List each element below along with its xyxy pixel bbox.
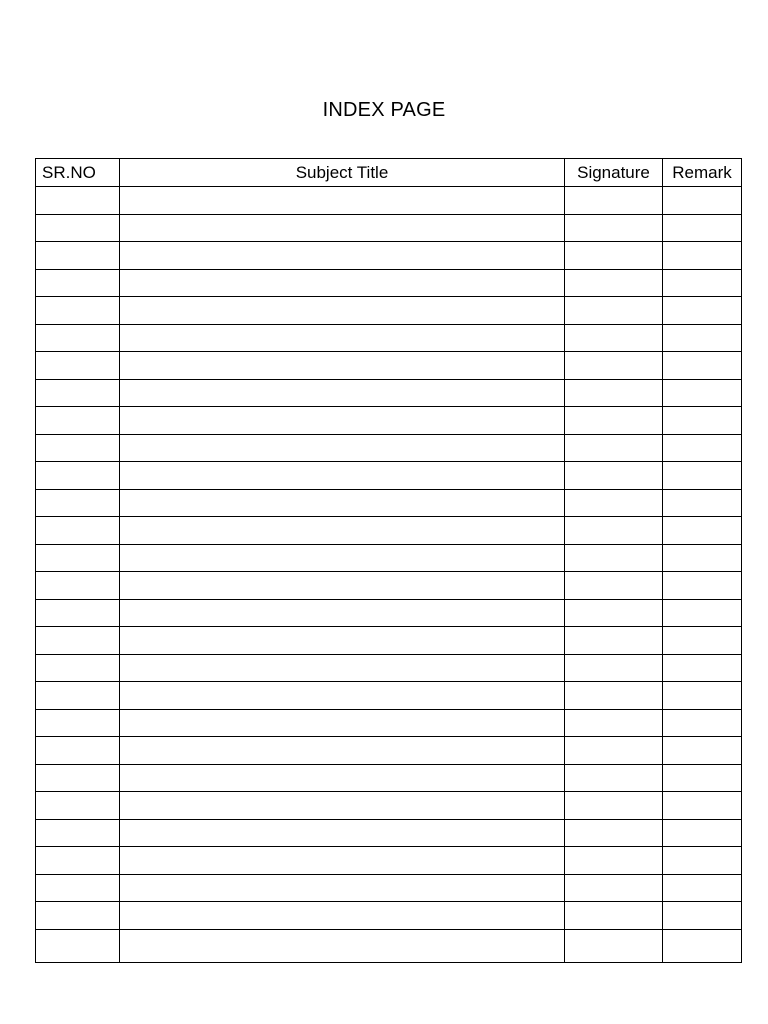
cell-remark [663, 627, 742, 655]
cell-sr-no [36, 737, 120, 765]
cell-signature [565, 874, 663, 902]
index-table [35, 158, 742, 963]
cell-sr-no [36, 269, 120, 297]
cell-signature [565, 929, 663, 962]
cell-remark [663, 572, 742, 600]
table-row [36, 324, 742, 352]
cell-sr-no [36, 709, 120, 737]
cell-subject-title [120, 434, 565, 462]
cell-sr-no [36, 462, 120, 490]
cell-signature [565, 902, 663, 930]
column-header-signature: Signature [565, 159, 663, 187]
cell-subject-title [120, 214, 565, 242]
table-row [36, 599, 742, 627]
table-row [36, 269, 742, 297]
cell-subject-title [120, 902, 565, 930]
table-row [36, 434, 742, 462]
table-row [36, 352, 742, 380]
cell-remark [663, 709, 742, 737]
table-row [36, 929, 742, 962]
cell-signature [565, 489, 663, 517]
table-body [36, 187, 742, 963]
cell-remark [663, 324, 742, 352]
cell-remark [663, 764, 742, 792]
cell-signature [565, 517, 663, 545]
cell-remark [663, 819, 742, 847]
cell-remark [663, 187, 742, 215]
cell-signature [565, 599, 663, 627]
cell-sr-no [36, 654, 120, 682]
table-row [36, 654, 742, 682]
cell-sr-no [36, 517, 120, 545]
table-row [36, 407, 742, 435]
table-row [36, 627, 742, 655]
table-row [36, 847, 742, 875]
cell-signature [565, 709, 663, 737]
table-row [36, 682, 742, 710]
cell-remark [663, 929, 742, 962]
cell-signature [565, 434, 663, 462]
cell-subject-title [120, 874, 565, 902]
table-header [36, 159, 742, 187]
cell-signature [565, 819, 663, 847]
cell-sr-no [36, 214, 120, 242]
cell-subject-title [120, 462, 565, 490]
cell-sr-no [36, 819, 120, 847]
table-row [36, 187, 742, 215]
cell-signature [565, 187, 663, 215]
table-row [36, 737, 742, 765]
cell-sr-no [36, 627, 120, 655]
table-row [36, 214, 742, 242]
cell-sr-no [36, 792, 120, 820]
cell-sr-no [36, 874, 120, 902]
cell-sr-no [36, 489, 120, 517]
cell-subject-title [120, 819, 565, 847]
cell-subject-title [120, 792, 565, 820]
table-row [36, 544, 742, 572]
cell-subject-title [120, 544, 565, 572]
table-row [36, 242, 742, 270]
cell-remark [663, 434, 742, 462]
cell-sr-no [36, 407, 120, 435]
cell-remark [663, 242, 742, 270]
cell-signature [565, 242, 663, 270]
cell-subject-title [120, 627, 565, 655]
table-row [36, 379, 742, 407]
cell-signature [565, 682, 663, 710]
cell-sr-no [36, 929, 120, 962]
cell-subject-title [120, 379, 565, 407]
cell-remark [663, 352, 742, 380]
cell-remark [663, 847, 742, 875]
cell-subject-title [120, 599, 565, 627]
cell-subject-title [120, 709, 565, 737]
cell-subject-title [120, 737, 565, 765]
cell-signature [565, 214, 663, 242]
header-row [36, 159, 742, 187]
cell-subject-title [120, 324, 565, 352]
cell-remark [663, 902, 742, 930]
cell-signature [565, 764, 663, 792]
cell-subject-title [120, 847, 565, 875]
cell-signature [565, 379, 663, 407]
cell-sr-no [36, 682, 120, 710]
cell-remark [663, 654, 742, 682]
cell-remark [663, 379, 742, 407]
cell-subject-title [120, 654, 565, 682]
cell-subject-title [120, 242, 565, 270]
cell-remark [663, 297, 742, 325]
cell-remark [663, 599, 742, 627]
cell-remark [663, 737, 742, 765]
cell-signature [565, 847, 663, 875]
table-row [36, 902, 742, 930]
cell-remark [663, 269, 742, 297]
table-row [36, 819, 742, 847]
cell-subject-title [120, 572, 565, 600]
cell-signature [565, 352, 663, 380]
cell-subject-title [120, 407, 565, 435]
cell-signature [565, 792, 663, 820]
cell-signature [565, 297, 663, 325]
table-row [36, 764, 742, 792]
cell-signature [565, 627, 663, 655]
cell-subject-title [120, 929, 565, 962]
table-row [36, 572, 742, 600]
cell-signature [565, 737, 663, 765]
column-header-subject-title: Subject Title [120, 159, 565, 187]
cell-remark [663, 462, 742, 490]
cell-signature [565, 462, 663, 490]
table-row [36, 792, 742, 820]
cell-signature [565, 269, 663, 297]
cell-remark [663, 544, 742, 572]
cell-sr-no [36, 572, 120, 600]
cell-remark [663, 682, 742, 710]
cell-subject-title [120, 517, 565, 545]
cell-subject-title [120, 489, 565, 517]
cell-remark [663, 214, 742, 242]
cell-signature [565, 407, 663, 435]
cell-signature [565, 544, 663, 572]
cell-remark [663, 792, 742, 820]
cell-sr-no [36, 847, 120, 875]
cell-subject-title [120, 297, 565, 325]
table-row [36, 462, 742, 490]
table-row [36, 874, 742, 902]
cell-subject-title [120, 187, 565, 215]
table-row [36, 489, 742, 517]
cell-sr-no [36, 599, 120, 627]
cell-signature [565, 654, 663, 682]
cell-sr-no [36, 434, 120, 462]
table-row [36, 297, 742, 325]
page-title: INDEX PAGE [322, 99, 446, 121]
cell-remark [663, 489, 742, 517]
cell-sr-no [36, 187, 120, 215]
cell-sr-no [36, 297, 120, 325]
table-row [36, 709, 742, 737]
table-row [36, 517, 742, 545]
cell-sr-no [36, 352, 120, 380]
column-header-remark: Remark [663, 159, 742, 187]
cell-sr-no [36, 544, 120, 572]
cell-sr-no [36, 242, 120, 270]
column-header-sr-no: SR.NO [36, 159, 120, 187]
cell-subject-title [120, 764, 565, 792]
cell-sr-no [36, 764, 120, 792]
cell-remark [663, 517, 742, 545]
cell-signature [565, 572, 663, 600]
cell-remark [663, 874, 742, 902]
cell-sr-no [36, 902, 120, 930]
cell-remark [663, 407, 742, 435]
cell-subject-title [120, 352, 565, 380]
cell-subject-title [120, 269, 565, 297]
cell-signature [565, 324, 663, 352]
cell-sr-no [36, 379, 120, 407]
cell-sr-no [36, 324, 120, 352]
cell-subject-title [120, 682, 565, 710]
